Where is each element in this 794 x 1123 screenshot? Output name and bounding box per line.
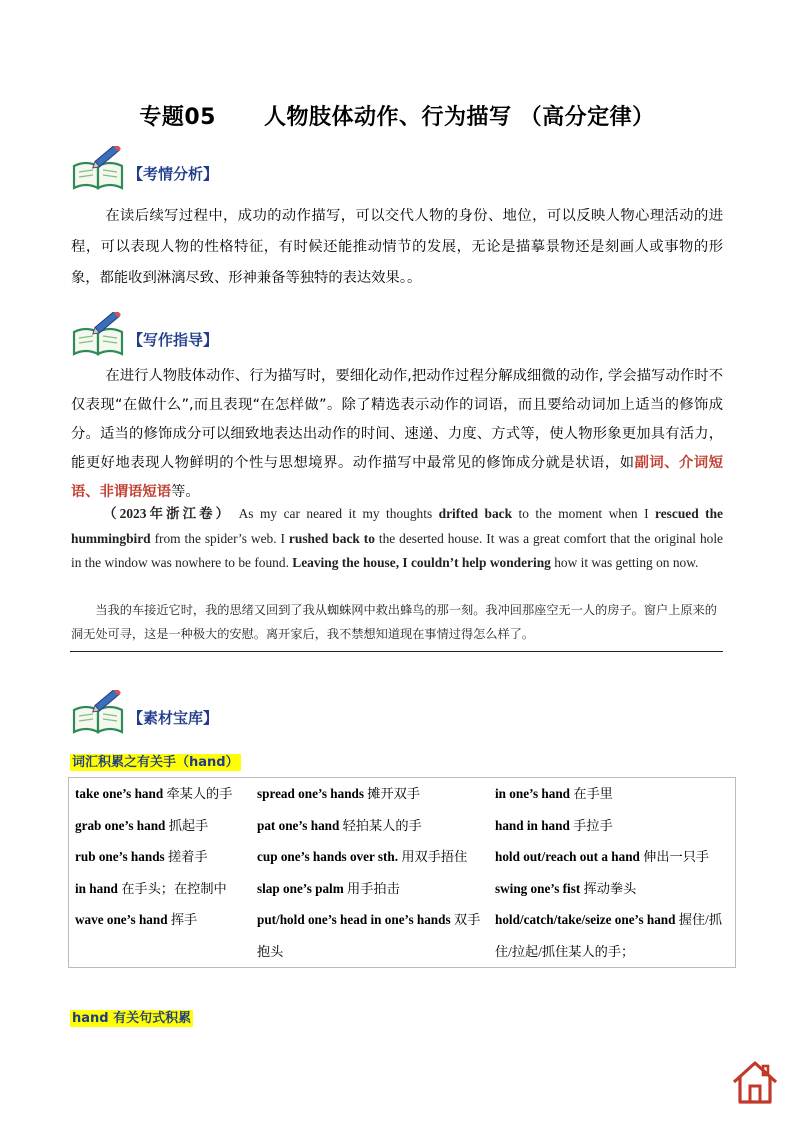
- section-header-analysis: [70, 146, 218, 192]
- highlight-terms: 副词、介词短语、非谓语短语: [71, 455, 724, 500]
- vocab-cell: [251, 841, 489, 873]
- section-label: 【素材宝库】: [128, 708, 219, 727]
- vocab-phrase: in one’s hand: [495, 786, 571, 801]
- sentence-heading-text: hand 有关句式积累: [72, 1011, 192, 1026]
- vocab-meaning: 挥动拳头: [580, 880, 637, 896]
- example-translation: 当我的车接近它时，我的思绪又回到了我从蜘蛛网中救出蜂鸟的那一刻。我冲回那座空无一人的房子。窗户上原来的洞无处可寻，这是一种极大的安慰。离开家后，我不禁想知道现在事情过得怎么样了。: [71, 603, 717, 641]
- vocab-cell: [489, 904, 736, 968]
- page-title: [0, 100, 794, 131]
- vocab-cell: [489, 778, 736, 810]
- vocab-phrase: spread one’s hands: [257, 786, 364, 801]
- example-bold: rushed back to: [288, 530, 375, 546]
- vocab-phrase: put/hold one’s head in one’s hands: [257, 912, 451, 927]
- example-english: [71, 502, 723, 576]
- vocab-phrase: swing one’s fist: [495, 880, 581, 896]
- vocab-cell: [251, 904, 489, 968]
- vocab-cell: [489, 810, 736, 842]
- vocab-cell: [251, 873, 489, 905]
- vocab-cell: [69, 904, 252, 968]
- vocab-meaning: 双手抱头: [257, 912, 481, 959]
- vocab-meaning: 在手里: [570, 786, 613, 801]
- vocab-cell: [251, 810, 489, 842]
- vocab-meaning: 摊开双手: [364, 786, 421, 801]
- vocab-cell: [69, 778, 252, 810]
- vocab-meaning: 搓着手: [164, 849, 208, 864]
- example-source: （2023年浙江卷）: [103, 506, 233, 521]
- vocab-phrase: wave one’s hand: [75, 912, 168, 927]
- guidance-text: 在进行人物肢体动作、行为描写时，要细化动作,把动作过程分解成细微的动作, 学会描写动作时不仅表现“在做什么”,而且表现“在怎样做”。除了精选表示动作的词语，而且要给动词加上适当的修饰成分。适当的修饰成分可以细致地表达出动作的时间、速递、力度、方式等，使人物形象更加具有活力，能更好地表现人物鲜明的个性与思想境界。动作描写中最常见的修饰成分就是状语，如: [71, 368, 723, 471]
- vocab-phrase: rub one’s hands: [75, 849, 165, 864]
- table-row: [69, 841, 736, 873]
- vocab-meaning: 牵某人的手: [163, 786, 233, 801]
- vocab-meaning: 伸出一只手: [639, 849, 710, 864]
- home-icon[interactable]: [731, 1058, 779, 1106]
- example-text: As my car neared it my thoughts: [238, 506, 439, 521]
- vocab-phrase: hold out/reach out a hand: [495, 849, 640, 864]
- sentence-heading: [70, 1007, 193, 1026]
- vocab-heading: [70, 751, 241, 770]
- vocab-table: [68, 777, 736, 968]
- divider: [70, 651, 723, 652]
- example-text: the deserted house. It was a great comfort that the original hole in the window was nowhere to be found.: [71, 530, 723, 570]
- book-pencil-icon: [70, 146, 126, 192]
- vocab-meaning: 轻拍某人的手: [339, 817, 422, 833]
- section-label: 【考情分析】: [128, 164, 219, 183]
- guidance-text-end: 等。: [171, 484, 200, 500]
- vocab-cell: [251, 778, 489, 810]
- example-bold: Leaving the house, I couldn’t help wondering: [292, 555, 551, 570]
- topic-number: 专题05: [139, 105, 216, 130]
- book-pencil-icon: [70, 690, 126, 736]
- vocab-meaning: 在手头；在控制中: [117, 880, 227, 896]
- topic-title: 人物肢体动作、行为描写 （高分定律）: [263, 105, 655, 130]
- table-row: [69, 810, 736, 842]
- table-row: [69, 904, 736, 968]
- vocab-phrase: pat one’s hand: [257, 817, 340, 833]
- vocab-cell: [69, 810, 252, 842]
- example-bold: drifted back: [438, 506, 513, 521]
- section-header-materials: [70, 690, 218, 736]
- vocab-meaning: 用手拍击: [343, 880, 400, 896]
- example-bold: rescued the hummingbird: [71, 506, 723, 546]
- vocab-cell: [69, 873, 252, 905]
- table-row: [69, 778, 736, 810]
- vocab-heading-text: 词汇积累之有关手（hand）: [72, 755, 239, 770]
- vocab-phrase: slap one’s palm: [257, 880, 344, 896]
- vocab-phrase: take one’s hand: [75, 786, 164, 801]
- vocab-phrase: in hand: [75, 880, 118, 896]
- vocab-meaning: 挥手: [167, 912, 198, 927]
- vocab-cell: [489, 841, 736, 873]
- vocab-cell: [489, 873, 736, 905]
- vocab-phrase: cup one’s hands over sth.: [257, 849, 399, 864]
- analysis-paragraph: 在读后续写过程中，成功的动作描写，可以交代人物的身份、地位，可以反映人物心理活动的进程，可以表现人物的性格特征，有时候还能推动情节的发展，无论是描摹景物还是刻画人或事物的形象，都能收到淋漓尽致、形神兼备等独特的表达效果。。: [71, 208, 723, 286]
- vocab-cell: [69, 841, 252, 873]
- vocab-meaning: 用双手捂住: [398, 849, 468, 864]
- vocab-phrase: grab one’s hand: [75, 817, 166, 833]
- table-row: [69, 873, 736, 905]
- vocab-meaning: 手拉手: [569, 817, 613, 833]
- vocab-meaning: 抓起手: [165, 817, 209, 833]
- example-text: how it was getting on now.: [550, 555, 699, 570]
- section-label: 【写作指导】: [128, 330, 219, 349]
- guidance-paragraph: [71, 362, 723, 507]
- example-text: from the spider’s web. I: [150, 530, 289, 546]
- vocab-phrase: hold/catch/take/seize one’s hand: [495, 912, 676, 927]
- book-pencil-icon: [70, 312, 126, 358]
- example-text: to the moment when I: [512, 506, 656, 521]
- vocab-phrase: hand in hand: [495, 817, 570, 833]
- vocab-meaning: 握住/抓住/拉起/抓住某人的手；: [495, 912, 723, 959]
- section-header-guidance: [70, 312, 218, 358]
